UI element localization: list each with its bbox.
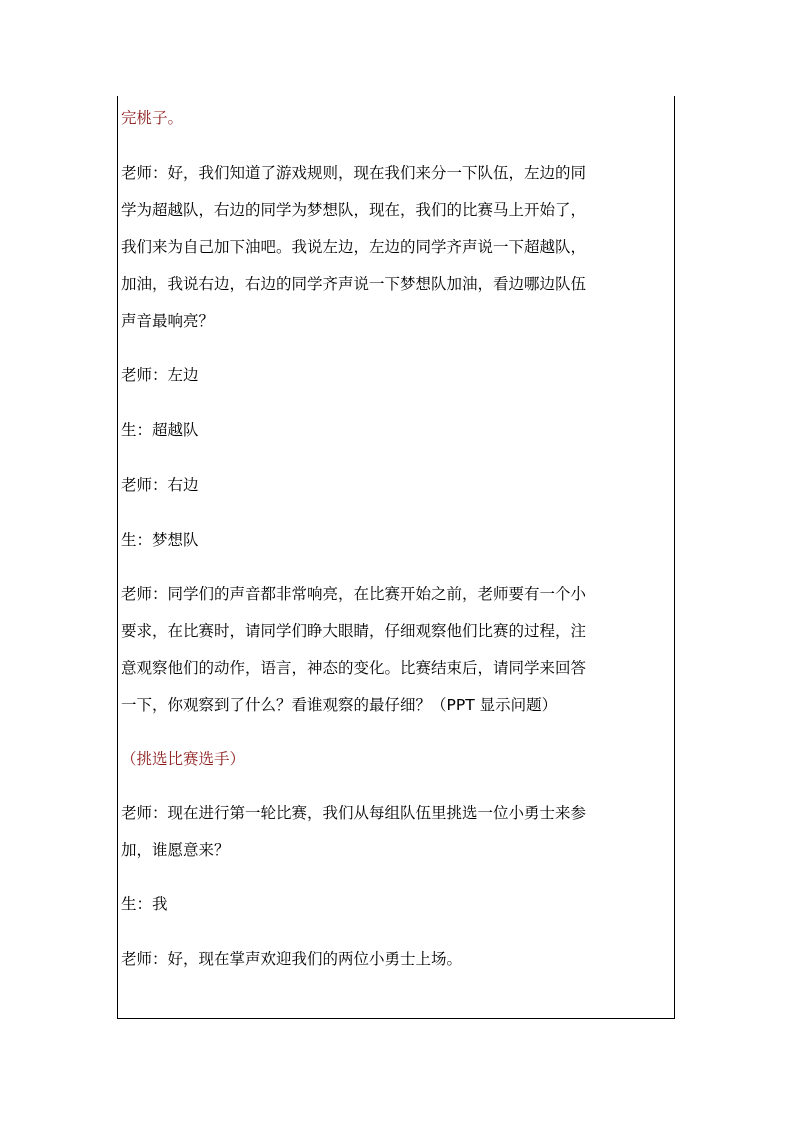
text-line-teacher-rules-2: 学为超越队，右边的同学为梦想队，现在，我们的比赛马上开始了， bbox=[121, 201, 587, 219]
text-line-student-mengxiang: 生：梦想队 bbox=[121, 531, 199, 549]
text-line-teacher-rules-5: 声音最响亮？ bbox=[121, 312, 215, 330]
text-line-teacher-round-2: 加，谁愿意来？ bbox=[121, 841, 230, 859]
text-line-student-chaoyue: 生：超越队 bbox=[121, 421, 199, 439]
text-line-teacher-round-1: 老师：现在进行第一轮比赛，我们从每组队伍里挑选一位小勇士来参 bbox=[121, 804, 587, 822]
text-line-teacher-left: 老师：左边 bbox=[121, 366, 199, 384]
text-line-teacher-observe-4: 一下，你观察到了什么？看谁观察的最仔细？（PPT 显示问题） bbox=[121, 696, 558, 714]
text-line-teacher-right: 老师：右边 bbox=[121, 476, 199, 494]
text-line-teacher-rules-1: 老师：好，我们知道了游戏规则，现在我们来分一下队伍，左边的同 bbox=[121, 164, 587, 182]
text-line-teacher-rules-3: 我们来为自己加下油吧。我说左边，左边的同学齐声说一下超越队， bbox=[121, 238, 587, 256]
text-line-teacher-observe-3: 意观察他们的动作，语言，神态的变化。比赛结束后，请同学来回答 bbox=[121, 659, 587, 677]
text-line-teacher-applause: 老师：好，现在掌声欢迎我们的两位小勇士上场。 bbox=[121, 950, 463, 968]
text-line-student-me: 生：我 bbox=[121, 895, 168, 913]
text-line-teacher-observe-2: 要求，在比赛时，请同学们睁大眼睛，仔细观察他们比赛的过程，注 bbox=[121, 622, 587, 640]
text-line-select-players: （挑选比赛选手） bbox=[121, 750, 246, 768]
text-line-teacher-observe-1: 老师：同学们的声音都非常响亮，在比赛开始之前，老师要有一个小 bbox=[121, 585, 587, 603]
text-line-teacher-rules-4: 加油，我说右边，右边的同学齐声说一下梦想队加油，看边哪边队伍 bbox=[121, 275, 587, 293]
text-line-peach-end: 完桃子。 bbox=[121, 109, 184, 127]
